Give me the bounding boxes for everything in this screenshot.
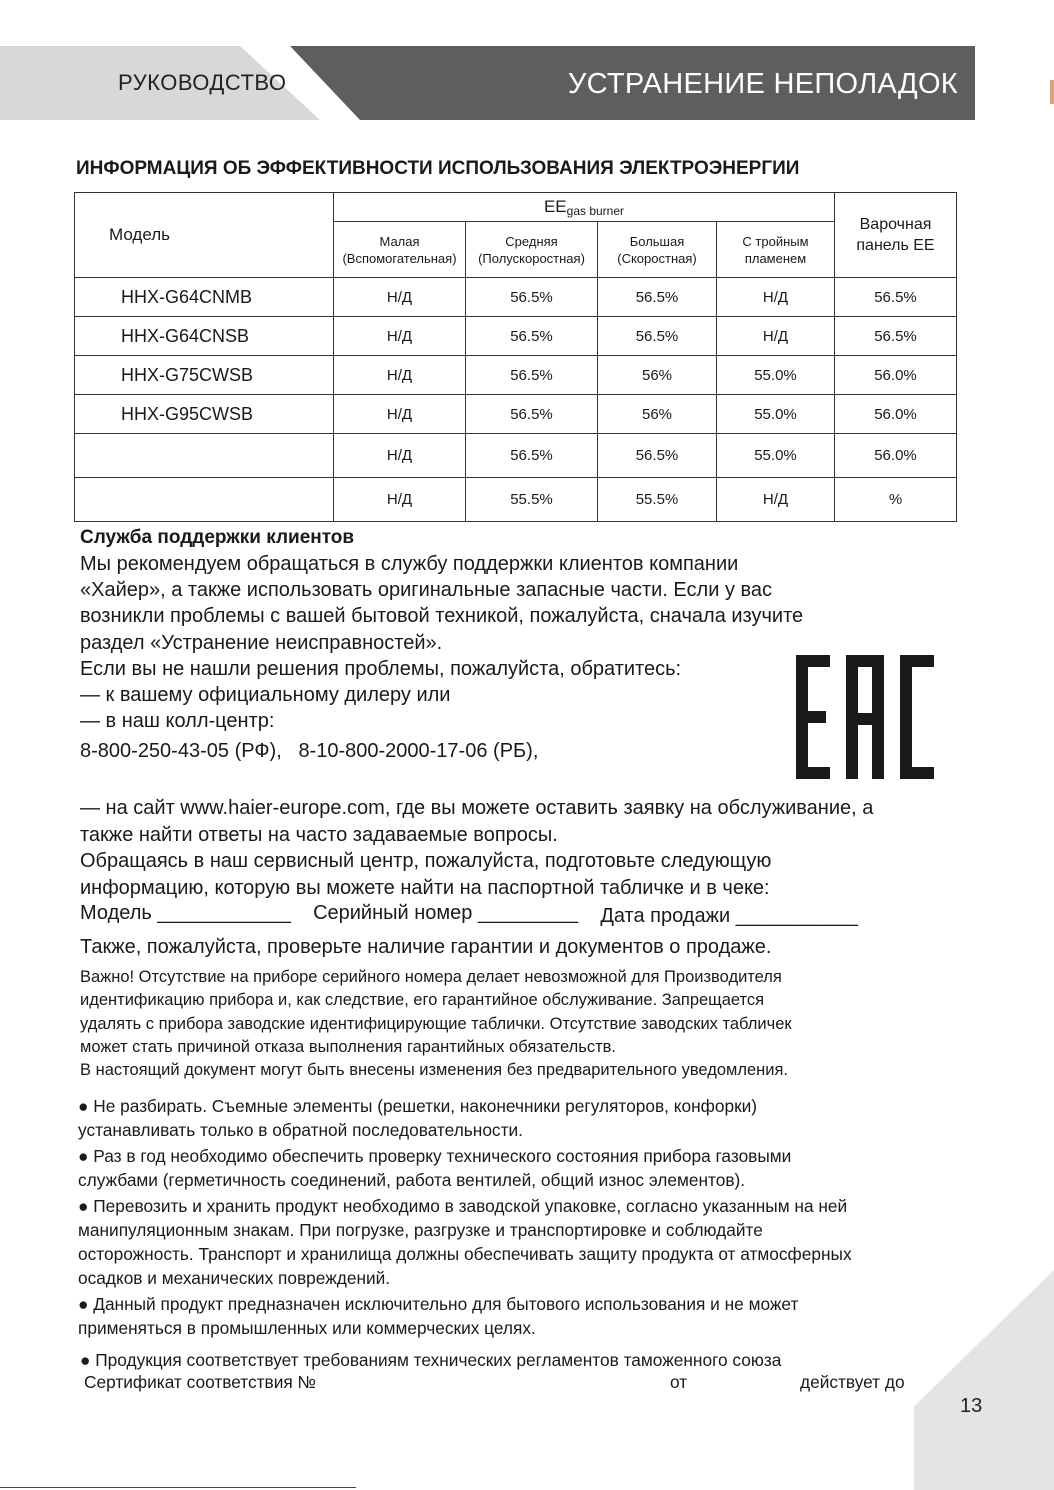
ee-label: EE bbox=[543, 196, 567, 216]
header-left-label: РУКОВОДСТВО bbox=[118, 70, 287, 95]
support-line: — на сайт www.haier-europe.com, где вы можете оставить заявку на обслуживание, а bbox=[80, 797, 874, 819]
phone-numbers bbox=[80, 740, 538, 763]
cell-value: Н/Д bbox=[334, 317, 466, 356]
field-date: Дата продажи ___________ bbox=[600, 905, 859, 927]
col-header-large bbox=[598, 222, 717, 278]
cell-value: 56.5% bbox=[466, 317, 598, 356]
bullet-line: ● Данный продукт предназначен исключительно для бытового использования и не может bbox=[78, 1294, 799, 1314]
ee-sub-label: gas burner bbox=[566, 203, 625, 218]
panel-line-1: Варочная bbox=[859, 216, 932, 233]
support-line: раздел «Устранение неисправностей». bbox=[80, 631, 443, 654]
list-item bbox=[78, 1194, 988, 1290]
support-line: Обращаясь в наш сервисный центр, пожалуйста, подготовьте следующую bbox=[80, 850, 772, 872]
triple-line-1: С тройным bbox=[742, 233, 809, 249]
small-line-2: (Вспомогательная) bbox=[342, 250, 457, 266]
cell-value: 56% bbox=[598, 356, 717, 395]
support-line: — в наш колл-центр: bbox=[80, 710, 275, 733]
cell-value: 55.0% bbox=[717, 434, 835, 478]
support-line: возникли проблемы с вашей бытовой техникой, пожалуйста, сначала изучите bbox=[80, 605, 804, 628]
small-line-1: Малая bbox=[379, 233, 420, 249]
page-edge-mark bbox=[1050, 80, 1054, 104]
list-item bbox=[78, 1292, 988, 1340]
bullet-line: устанавливать только в обратной последовательности. bbox=[78, 1120, 523, 1140]
cell-model: HHX-G75CWSB bbox=[75, 356, 334, 395]
bullet-list bbox=[78, 1094, 988, 1342]
notice-line: В настоящий документ могут быть внесены изменения без предварительного уведомления. bbox=[80, 1061, 789, 1080]
cell-value: 55.0% bbox=[717, 395, 835, 434]
cert-from: от bbox=[670, 1372, 688, 1392]
phone-rf-label: (РФ), bbox=[234, 740, 282, 762]
cell-model bbox=[75, 434, 334, 478]
cell-value: 56.5% bbox=[598, 317, 717, 356]
support-line: Если вы не нашли решения проблемы, пожалуйста, обратитесь: bbox=[80, 657, 682, 680]
cert-label: Сертификат соответствия № bbox=[84, 1372, 317, 1392]
support-website-info bbox=[80, 795, 980, 901]
cell-model bbox=[75, 478, 334, 522]
cell-value: 56.5% bbox=[466, 278, 598, 317]
phone-rb-label: (РБ), bbox=[493, 740, 539, 762]
support-intro bbox=[80, 551, 900, 734]
bullet-line: осадков и механических повреждений. bbox=[78, 1268, 391, 1288]
col-header-panel bbox=[835, 193, 957, 278]
warranty-check-line: Также, пожалуйста, проверьте наличие гарантии и документов о продаже. bbox=[80, 936, 772, 958]
col-header-medium bbox=[466, 222, 598, 278]
cell-value: 56.5% bbox=[835, 317, 957, 356]
cell-value: 56.5% bbox=[835, 278, 957, 317]
cell-value: Н/Д bbox=[717, 478, 835, 522]
bullet-line: осторожность. Транспорт и хранилища должны обеспечивать защиту продукта от атмосферных bbox=[78, 1244, 852, 1264]
col-header-ee-group bbox=[334, 193, 835, 222]
efficiency-table bbox=[74, 192, 957, 522]
cell-value: 56.5% bbox=[466, 395, 598, 434]
cell-value: 56% bbox=[598, 395, 717, 434]
cell-model: HHX-G64CNMB bbox=[75, 278, 334, 317]
bullet-line: службами (герметичность соединений, работа вентилей, общий износ элементов). bbox=[78, 1170, 746, 1190]
cell-value: 56.5% bbox=[598, 278, 717, 317]
cell-value: 55.0% bbox=[717, 356, 835, 395]
medium-line-1: Средняя bbox=[505, 233, 558, 249]
col-header-model: Модель bbox=[75, 193, 334, 278]
col-header-small bbox=[334, 222, 466, 278]
table-row bbox=[75, 317, 957, 356]
bullet-line: применяться в промышленных или коммерческих целях. bbox=[78, 1318, 536, 1338]
list-item bbox=[78, 1094, 988, 1142]
list-item bbox=[78, 1144, 988, 1192]
panel-line-2: панель EE bbox=[856, 237, 935, 254]
cell-value: Н/Д bbox=[334, 278, 466, 317]
table-row bbox=[75, 356, 957, 395]
notice-line: удалять с прибора заводские идентифицирующие таблички. Отсутствие заводских табличек bbox=[80, 1014, 792, 1033]
cell-value: 56.5% bbox=[466, 356, 598, 395]
cell-model: HHX-G64CNSB bbox=[75, 317, 334, 356]
support-line: «Хайер», а также использовать оригинальные запасные части. Если у вас bbox=[80, 579, 773, 602]
bullet-line: ● Перевозить и хранить продукт необходимо в заводской упаковке, согласно указанным на ней bbox=[78, 1196, 848, 1216]
phone-rb: 8-10-800-2000-17-06 bbox=[298, 740, 488, 762]
cell-value: 56.5% bbox=[466, 434, 598, 478]
large-line-1: Большая bbox=[629, 233, 685, 249]
triple-line-2: пламенем bbox=[744, 250, 807, 266]
support-line: также найти ответы на часто задаваемые вопросы. bbox=[80, 823, 558, 846]
notice-line: может стать причиной отказа выполнения гарантийных обязательств. bbox=[80, 1037, 617, 1056]
cell-value: Н/Д bbox=[334, 478, 466, 522]
header-right-title: УСТРАНЕНИЕ НЕПОЛАДОК bbox=[567, 68, 958, 100]
cell-value: Н/Д bbox=[334, 395, 466, 434]
support-line: Мы рекомендуем обращаться в службу поддержки клиентов компании bbox=[80, 553, 739, 575]
info-fields bbox=[80, 902, 858, 925]
important-notice bbox=[80, 966, 980, 1082]
cell-value: Н/Д bbox=[717, 317, 835, 356]
bullet-line: ● Раз в год необходимо обеспечить проверку технического состояния прибора газовыми bbox=[78, 1146, 792, 1166]
cell-value: Н/Д bbox=[717, 278, 835, 317]
section-title: ИНФОРМАЦИЯ ОБ ЭФФЕКТИВНОСТИ ИСПОЛЬЗОВАНИЯ ЭЛЕКТРОЭНЕРГИИ bbox=[76, 158, 800, 179]
cell-value: Н/Д bbox=[334, 356, 466, 395]
notice-line: Важно! Отсутствие на приборе серийного номера делает невозможной для Производителя bbox=[80, 968, 782, 986]
eac-mark-icon bbox=[796, 655, 934, 779]
cell-value: Н/Д bbox=[334, 434, 466, 478]
support-title: Служба поддержки клиентов bbox=[80, 527, 355, 548]
support-line: информацию, которую вы можете найти на паспортной табличке и в чеке: bbox=[80, 876, 770, 899]
cell-value: 55.5% bbox=[466, 478, 598, 522]
table-row bbox=[75, 434, 957, 478]
cell-value: 56.0% bbox=[835, 434, 957, 478]
table-header-row bbox=[75, 193, 957, 222]
cert-valid: действует до bbox=[800, 1372, 905, 1392]
customs-union-bullet: ● Продукция соответствует требованиям технических регламентов таможенного союза bbox=[80, 1350, 782, 1370]
table-row bbox=[75, 278, 957, 317]
cell-value: 56.0% bbox=[835, 395, 957, 434]
support-line: — к вашему официальному дилеру или bbox=[80, 684, 451, 707]
cell-value: 56.0% bbox=[835, 356, 957, 395]
table-row bbox=[75, 395, 957, 434]
phone-rf: 8-800-250-43-05 bbox=[80, 740, 229, 762]
field-serial: Серийный номер _________ bbox=[313, 902, 579, 924]
bullet-line: ● Не разбирать. Съемные элементы (решетки, наконечники регуляторов, конфорки) bbox=[78, 1096, 758, 1116]
cell-value: % bbox=[835, 478, 957, 522]
cell-model: HHX-G95CWSB bbox=[75, 395, 334, 434]
footer-rule bbox=[0, 1487, 356, 1488]
field-model: Модель ____________ bbox=[80, 902, 291, 924]
cell-value: 56.5% bbox=[598, 434, 717, 478]
large-line-2: (Скоростная) bbox=[617, 250, 697, 266]
table-row bbox=[75, 478, 957, 522]
medium-line-2: (Полускоростная) bbox=[478, 250, 585, 266]
cell-value: 55.5% bbox=[598, 478, 717, 522]
notice-line: идентификацию прибора и, как следствие, его гарантийное обслуживание. Запрещается bbox=[80, 991, 765, 1010]
col-header-triple bbox=[717, 222, 835, 278]
page-number: 13 bbox=[960, 1395, 983, 1417]
bullet-line: манипуляционным знакам. При погрузке, разгрузке и транспортировке и соблюдайте bbox=[78, 1220, 763, 1240]
